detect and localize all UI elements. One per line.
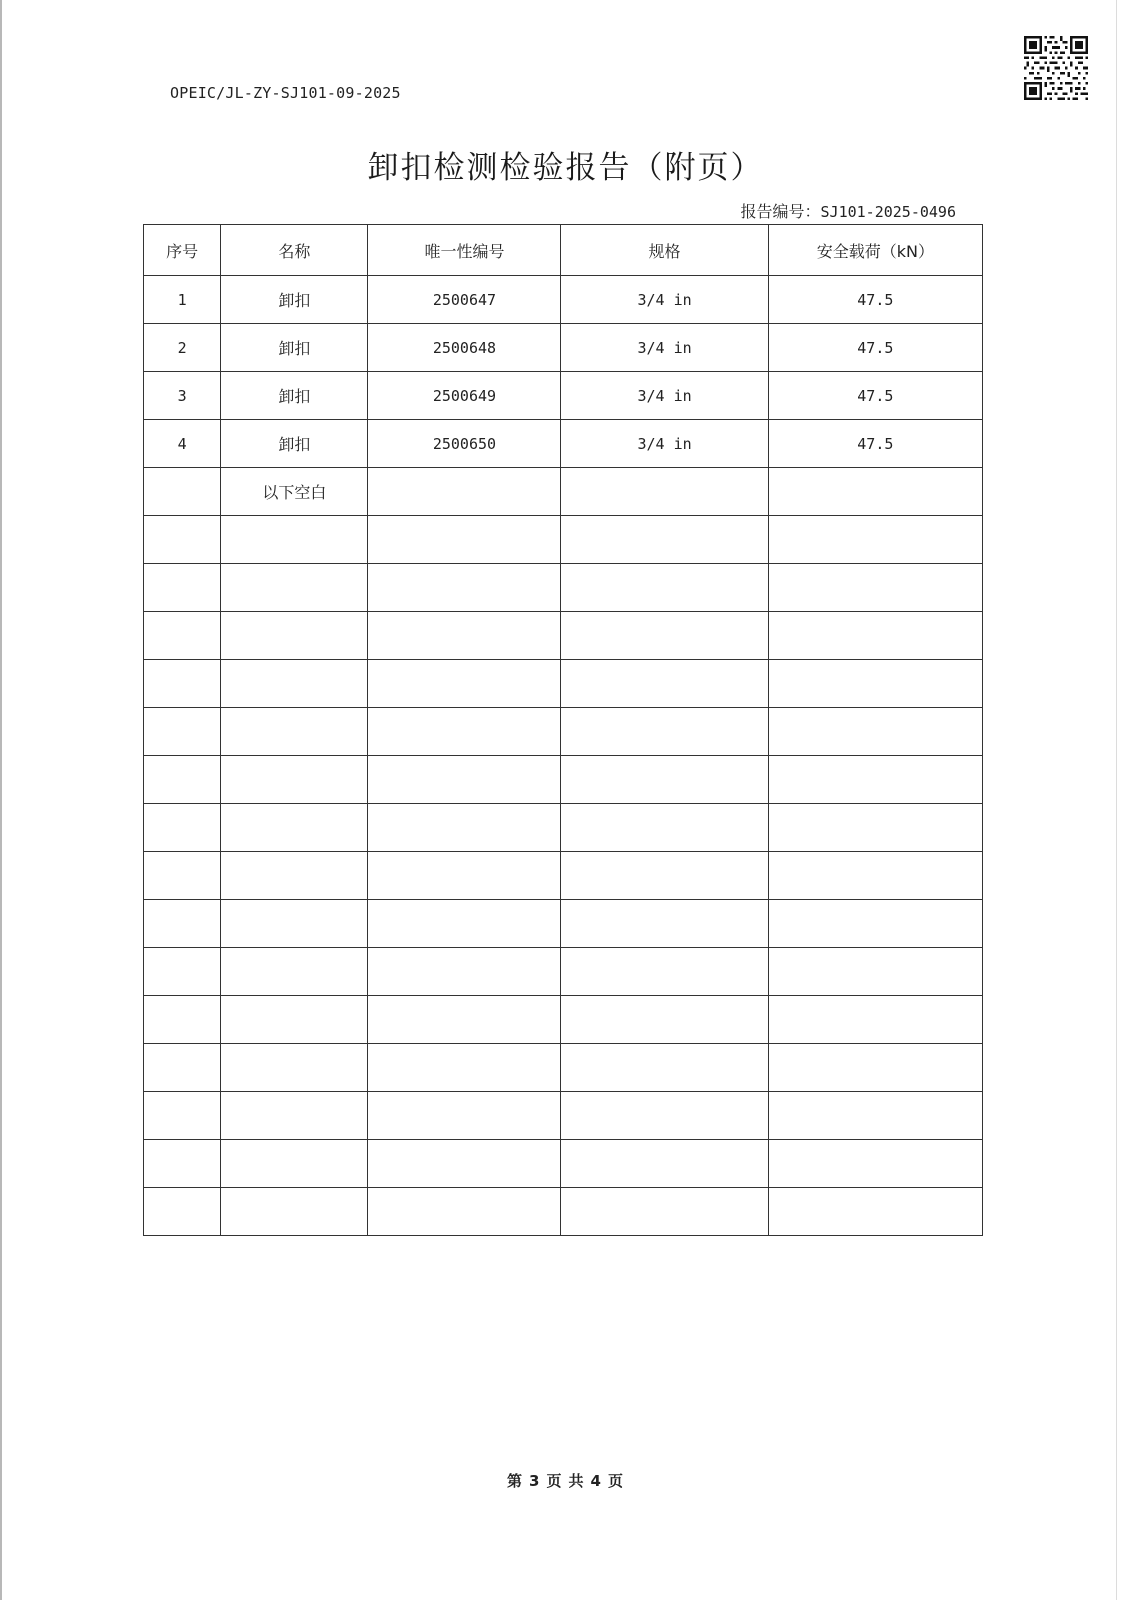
row-spec-cell (561, 660, 768, 708)
row-spec-cell (561, 564, 768, 612)
row-spec-cell: 3/4 in (561, 276, 768, 324)
table-row (144, 948, 983, 996)
table-row (144, 516, 983, 564)
row-unique-id-cell (368, 996, 561, 1044)
report-number-value: SJ101-2025-0496 (820, 203, 956, 221)
row-serial-cell (144, 708, 221, 756)
row-unique-id-cell (368, 756, 561, 804)
row-spec-cell (561, 612, 768, 660)
row-name-cell (221, 996, 368, 1044)
table-row (144, 564, 983, 612)
row-safe-load-cell (768, 1140, 982, 1188)
row-spec-cell (561, 852, 768, 900)
page-title: 卸扣检测检验报告（附页） (367, 150, 764, 186)
row-unique-id-cell (368, 852, 561, 900)
row-unique-id-cell (368, 708, 561, 756)
row-name-cell (221, 756, 368, 804)
table-row (144, 420, 983, 468)
report-number (560, 199, 956, 222)
row-serial-cell (144, 1140, 221, 1188)
row-safe-load-cell (768, 900, 982, 948)
row-name-cell (221, 516, 368, 564)
row-safe-load-cell: 47.5 (768, 372, 982, 420)
report-number-label: 报告编号： (740, 202, 821, 221)
column-header: 名称 (221, 225, 368, 276)
row-spec-cell (561, 804, 768, 852)
current-page: 3 (529, 1472, 541, 1490)
row-unique-id-cell (368, 948, 561, 996)
table-header-row (144, 225, 983, 276)
row-spec-cell (561, 900, 768, 948)
row-safe-load-cell (768, 516, 982, 564)
row-unique-id-cell: 2500650 (368, 420, 561, 468)
row-unique-id-cell (368, 1044, 561, 1092)
row-spec-cell (561, 948, 768, 996)
row-safe-load-cell: 47.5 (768, 324, 982, 372)
table-row (144, 708, 983, 756)
row-safe-load-cell (768, 996, 982, 1044)
page-number (0, 1470, 1131, 1491)
row-spec-cell: 3/4 in (561, 372, 768, 420)
row-serial-cell (144, 804, 221, 852)
row-unique-id-cell (368, 468, 561, 516)
table-row (144, 1140, 983, 1188)
table-row (144, 276, 983, 324)
row-serial-cell: 3 (144, 372, 221, 420)
row-safe-load-cell (768, 660, 982, 708)
row-unique-id-cell (368, 1140, 561, 1188)
row-safe-load-cell (768, 708, 982, 756)
row-serial-cell: 1 (144, 276, 221, 324)
row-spec-cell (561, 996, 768, 1044)
page-word: 页 (546, 1472, 563, 1490)
row-unique-id-cell (368, 516, 561, 564)
table-row (144, 1188, 983, 1236)
table-row (144, 1044, 983, 1092)
row-spec-cell (561, 1092, 768, 1140)
row-serial-cell (144, 564, 221, 612)
row-unique-id-cell (368, 612, 561, 660)
table-row (144, 756, 983, 804)
row-unique-id-cell (368, 564, 561, 612)
inspection-table (143, 224, 983, 1236)
row-serial-cell (144, 756, 221, 804)
qr-code-icon (1024, 36, 1088, 100)
row-name-cell (221, 948, 368, 996)
row-name-cell: 卸扣 (221, 324, 368, 372)
row-safe-load-cell (768, 1092, 982, 1140)
row-spec-cell: 3/4 in (561, 324, 768, 372)
row-name-cell (221, 564, 368, 612)
row-name-cell (221, 1140, 368, 1188)
row-name-cell: 卸扣 (221, 372, 368, 420)
row-name-cell (221, 612, 368, 660)
page-prefix: 第 (507, 1472, 524, 1490)
row-safe-load-cell (768, 1044, 982, 1092)
row-serial-cell: 4 (144, 420, 221, 468)
row-serial-cell (144, 1092, 221, 1140)
table-row (144, 1092, 983, 1140)
table-body (144, 276, 983, 1236)
row-safe-load-cell (768, 1188, 982, 1236)
row-safe-load-cell (768, 564, 982, 612)
row-spec-cell (561, 468, 768, 516)
scan-edge-left (0, 0, 2, 1600)
row-name-cell (221, 1188, 368, 1236)
row-safe-load-cell (768, 468, 982, 516)
row-unique-id-cell (368, 804, 561, 852)
row-safe-load-cell (768, 948, 982, 996)
row-spec-cell (561, 1188, 768, 1236)
row-name-cell (221, 900, 368, 948)
table-row (144, 660, 983, 708)
row-serial-cell: 2 (144, 324, 221, 372)
column-header: 序号 (144, 225, 221, 276)
table-row (144, 372, 983, 420)
row-serial-cell (144, 996, 221, 1044)
row-serial-cell (144, 900, 221, 948)
table-row (144, 468, 983, 516)
row-spec-cell (561, 1140, 768, 1188)
row-safe-load-cell: 47.5 (768, 420, 982, 468)
total-prefix: 共 (568, 1472, 585, 1490)
row-name-cell (221, 708, 368, 756)
row-safe-load-cell (768, 612, 982, 660)
row-unique-id-cell (368, 1188, 561, 1236)
row-serial-cell (144, 468, 221, 516)
total-pages: 4 (590, 1472, 602, 1490)
row-serial-cell (144, 852, 221, 900)
document-code: OPEIC/JL-ZY-SJ101-09-2025 (170, 84, 401, 102)
row-serial-cell (144, 660, 221, 708)
row-spec-cell (561, 1044, 768, 1092)
row-unique-id-cell: 2500647 (368, 276, 561, 324)
row-serial-cell (144, 516, 221, 564)
row-spec-cell: 3/4 in (561, 420, 768, 468)
table-row (144, 324, 983, 372)
row-unique-id-cell (368, 900, 561, 948)
row-name-cell (221, 804, 368, 852)
row-safe-load-cell (768, 852, 982, 900)
row-spec-cell (561, 756, 768, 804)
row-name-cell: 以下空白 (221, 468, 368, 516)
table-row (144, 804, 983, 852)
row-serial-cell (144, 948, 221, 996)
row-name-cell: 卸扣 (221, 420, 368, 468)
total-suffix: 页 (607, 1472, 624, 1490)
row-serial-cell (144, 612, 221, 660)
row-safe-load-cell (768, 804, 982, 852)
table-row (144, 900, 983, 948)
row-name-cell (221, 660, 368, 708)
scan-edge-right (1116, 0, 1117, 1600)
row-safe-load-cell: 47.5 (768, 276, 982, 324)
column-header: 安全载荷（kN） (768, 225, 982, 276)
row-safe-load-cell (768, 756, 982, 804)
column-header: 唯一性编号 (368, 225, 561, 276)
row-name-cell (221, 852, 368, 900)
table-row (144, 612, 983, 660)
row-unique-id-cell (368, 1092, 561, 1140)
row-name-cell (221, 1092, 368, 1140)
table-row (144, 852, 983, 900)
row-serial-cell (144, 1188, 221, 1236)
row-unique-id-cell: 2500649 (368, 372, 561, 420)
row-spec-cell (561, 516, 768, 564)
row-spec-cell (561, 708, 768, 756)
column-header: 规格 (561, 225, 768, 276)
row-name-cell: 卸扣 (221, 276, 368, 324)
row-serial-cell (144, 1044, 221, 1092)
row-name-cell (221, 1044, 368, 1092)
row-unique-id-cell: 2500648 (368, 324, 561, 372)
table-row (144, 996, 983, 1044)
row-unique-id-cell (368, 660, 561, 708)
